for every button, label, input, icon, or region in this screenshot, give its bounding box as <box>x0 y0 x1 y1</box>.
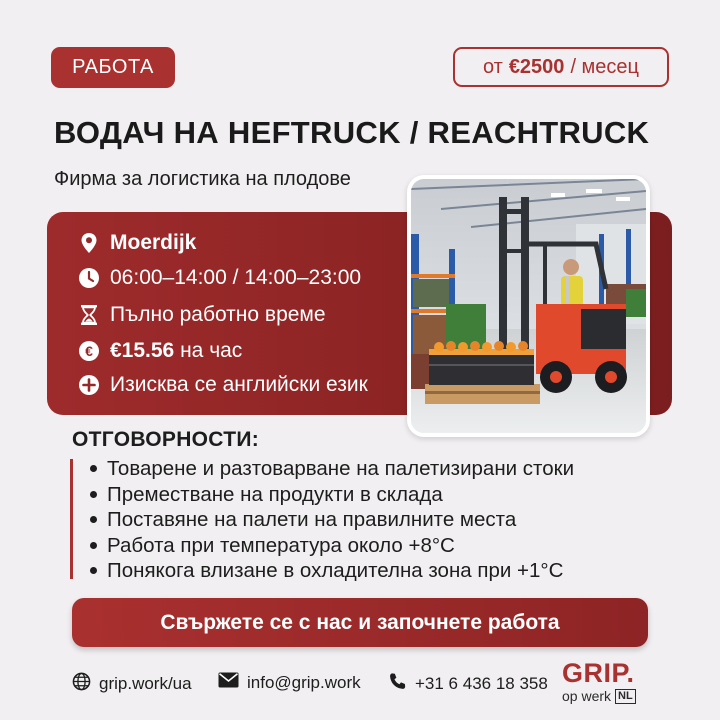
website-text: grip.work/ua <box>99 674 192 693</box>
email-link[interactable] <box>218 672 361 693</box>
forklift-warehouse-photo <box>407 175 650 437</box>
hours-text: 06:00–14:00 / 14:00–23:00 <box>110 266 362 289</box>
employment-text: Пълно работно време <box>110 303 326 326</box>
responsibilities-accent-bar <box>70 459 73 579</box>
company-description: Фирма за логистика на плодове <box>54 168 351 190</box>
bullet-icon <box>90 542 97 549</box>
salary-period: / месец <box>570 55 640 78</box>
job-title: ВОДАЧ НА HEFTRUCK / REACHTRUCK <box>54 115 650 150</box>
bullet-icon <box>90 465 97 472</box>
language-text: Изисква се английски език <box>110 373 368 396</box>
envelope-icon <box>218 672 239 693</box>
detail-employment <box>78 303 326 327</box>
contact-cta-button[interactable]: Свържете се с нас и започнете работа <box>72 598 648 647</box>
salary-amount: €2500 <box>508 55 565 78</box>
plus-icon <box>78 374 100 396</box>
list-item: Товарене и разтоварване на палетизирани стоки <box>90 456 574 482</box>
phone-icon <box>388 672 407 696</box>
bullet-icon <box>90 491 97 498</box>
list-item: Преместване на продукти в склада <box>90 482 574 508</box>
bullet-icon <box>90 516 97 523</box>
job-category-badge: РАБОТА <box>51 47 175 88</box>
grip-logo <box>562 660 636 704</box>
responsibilities-heading: ОТГОВОРНОСТИ: <box>72 428 260 451</box>
svg-text:€: € <box>85 343 93 359</box>
detail-location <box>78 231 196 255</box>
responsibilities-list <box>90 456 574 584</box>
detail-language <box>78 373 368 397</box>
detail-wage <box>78 339 242 363</box>
bullet-icon <box>90 567 97 574</box>
map-pin-icon <box>78 232 100 254</box>
euro-icon <box>78 340 100 362</box>
phone-text: +31 6 436 18 358 <box>415 674 548 693</box>
location-text: Moerdijk <box>110 231 197 254</box>
hourglass-icon <box>78 304 100 326</box>
salary-badge <box>453 47 669 87</box>
clock-icon <box>78 267 100 289</box>
salary-prefix: от <box>482 55 503 78</box>
website-link[interactable] <box>72 672 192 696</box>
logo-brand: GRIP. <box>562 658 635 688</box>
wage-amount: €15.56 <box>110 339 175 362</box>
wage-unit: на час <box>180 339 243 362</box>
phone-link[interactable] <box>388 672 548 696</box>
logo-country-badge: NL <box>615 689 636 704</box>
list-item: Поставяне на палети на правилните места <box>90 507 574 533</box>
list-item: Понякога влизане в охладителна зона при +1°C <box>90 558 574 584</box>
globe-icon <box>72 672 91 696</box>
email-text: info@grip.work <box>247 672 361 692</box>
detail-hours <box>78 266 361 290</box>
list-item: Работа при температура около +8°C <box>90 533 574 559</box>
logo-tagline: op werk <box>562 688 612 704</box>
